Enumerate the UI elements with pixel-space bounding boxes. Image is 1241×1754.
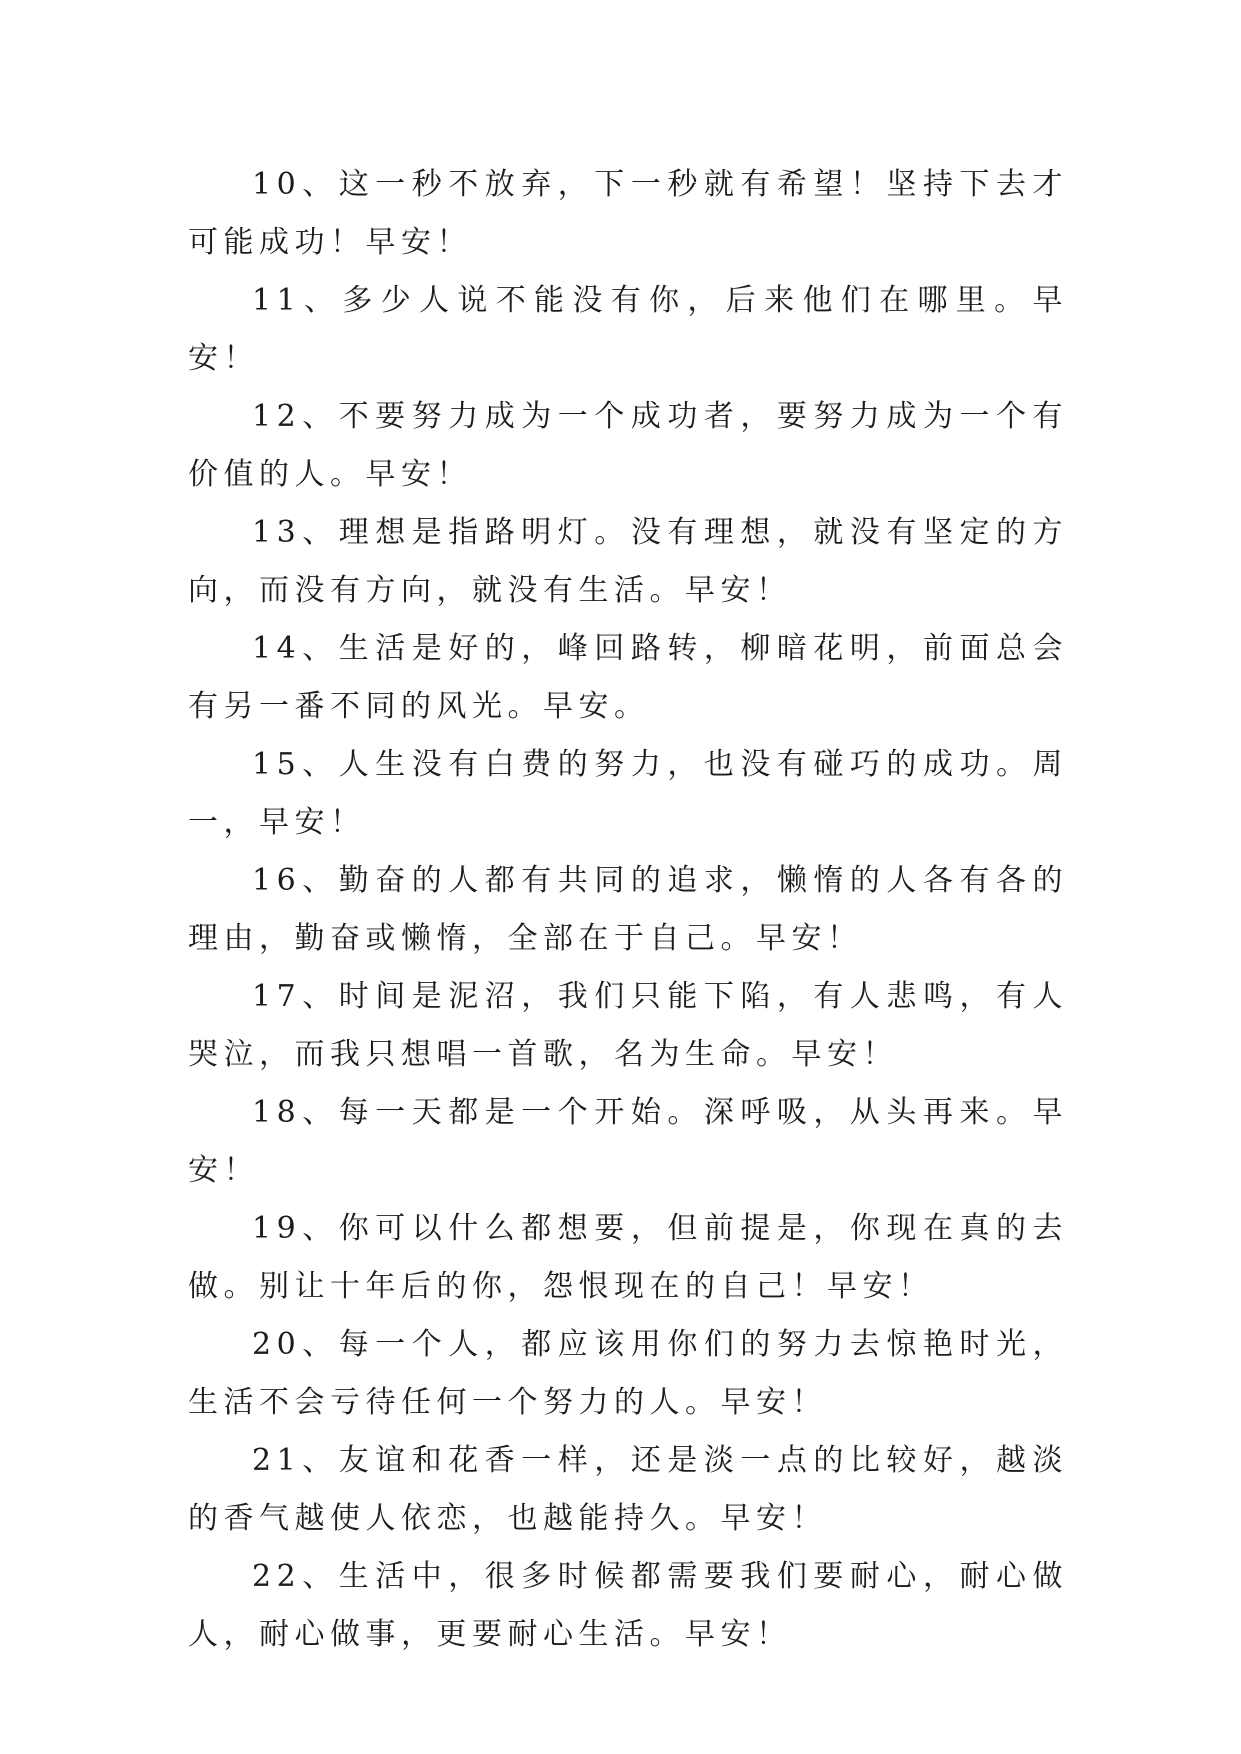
quote-paragraph-13: 13、理想是指路明灯。没有理想，就没有坚定的方向，而没有方向，就没有生活。早安！ [188, 515, 1068, 608]
quote-paragraph-17: 17、时间是泥沼，我们只能下陷，有人悲鸣，有人哭泣，而我只想唱一首歌，名为生命。早安！ [188, 979, 1068, 1072]
document-body [188, 156, 1068, 1664]
quote-paragraph-12: 12、不要努力成为一个成功者，要努力成为一个有价值的人。早安！ [188, 399, 1068, 492]
quote-paragraph-21: 21、友谊和花香一样，还是淡一点的比较好，越淡的香气越使人依恋，也越能持久。早安！ [188, 1443, 1068, 1536]
quote-paragraph-14: 14、生活是好的，峰回路转，柳暗花明，前面总会有另一番不同的风光。早安。 [188, 631, 1068, 724]
quote-paragraph-11: 11、多少人说不能没有你，后来他们在哪里。早安！ [188, 283, 1068, 376]
quote-paragraph-22: 22、生活中，很多时候都需要我们要耐心，耐心做人，耐心做事，更要耐心生活。早安！ [188, 1559, 1068, 1652]
quote-paragraph-15: 15、人生没有白费的努力，也没有碰巧的成功。周一，早安！ [188, 747, 1068, 840]
quote-paragraph-18: 18、每一天都是一个开始。深呼吸，从头再来。早安！ [188, 1095, 1068, 1188]
quote-paragraph-19: 19、你可以什么都想要，但前提是，你现在真的去做。别让十年后的你，怨恨现在的自己！早安！ [188, 1211, 1068, 1304]
quote-paragraph-20: 20、每一个人，都应该用你们的努力去惊艳时光，生活不会亏待任何一个努力的人。早安！ [188, 1327, 1068, 1420]
quote-paragraph-16: 16、勤奋的人都有共同的追求，懒惰的人各有各的理由，勤奋或懒惰，全部在于自己。早安！ [188, 863, 1068, 956]
quote-paragraph-10: 10、这一秒不放弃，下一秒就有希望！坚持下去才可能成功！早安！ [188, 167, 1068, 260]
